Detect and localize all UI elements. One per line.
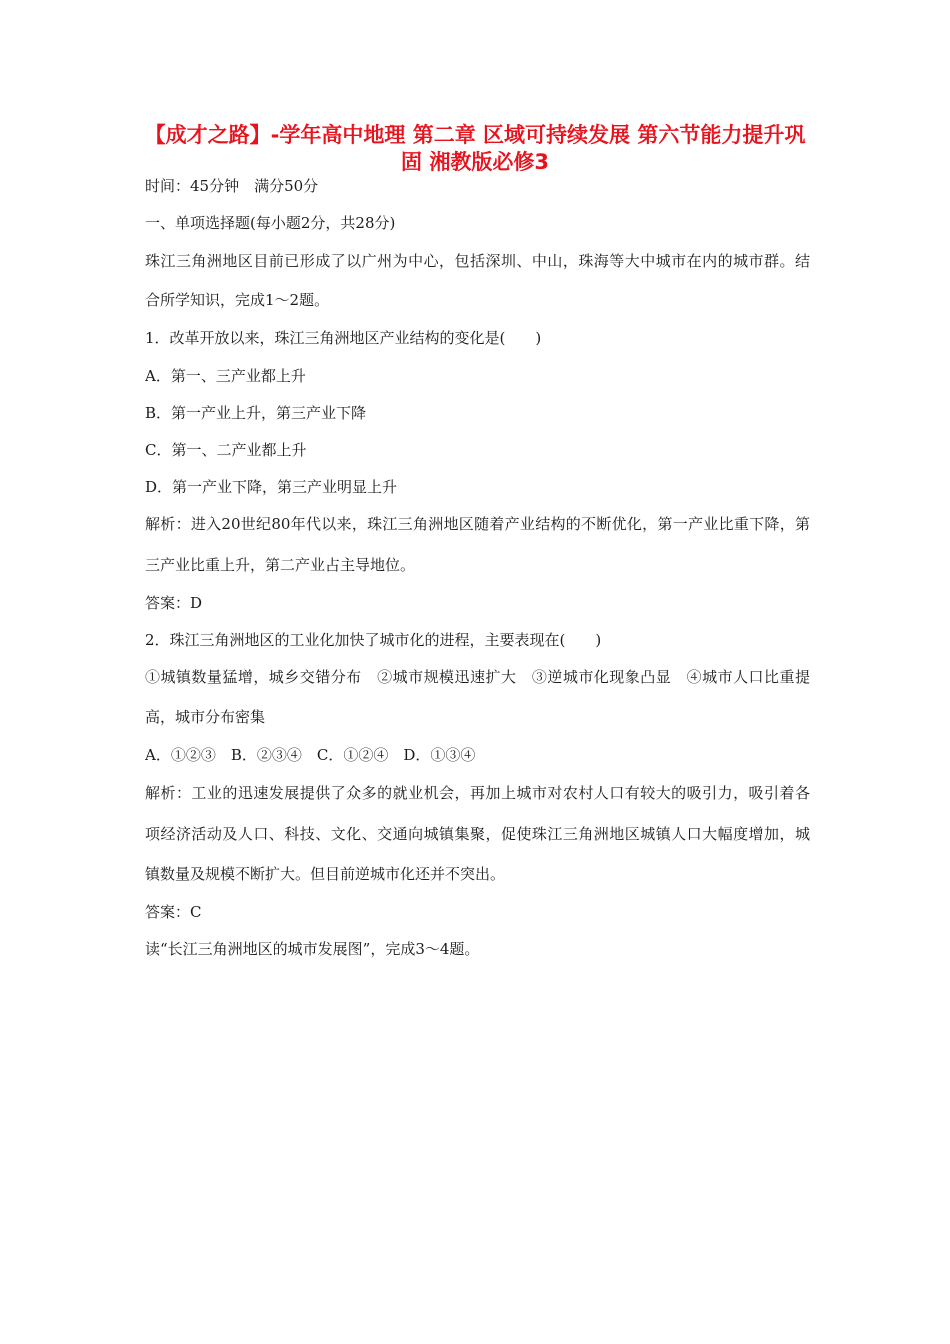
question-1-option-b: B．第一产业上升，第三产业下降 [145,404,367,422]
question-1-option-a: A．第一、三产业都上升 [145,367,306,385]
question-1-answer: 答案：D [145,594,203,612]
title-line-1: 【成才之路】-学年高中地理 第二章 区域可持续发展 第六节能力提升巩 [144,123,806,147]
question-2-options: A．①②③ B．②③④ C．①②④ D．①③④ [145,746,476,764]
document-title [120,122,830,176]
question-2-answer: 答案：C [145,903,202,921]
intro-paragraph-2: 读“长江三角洲地区的城市发展图”，完成3～4题。 [145,940,480,958]
section-heading: 一、单项选择题(每小题2分，共28分) [145,214,396,232]
question-2-stem: 2．珠江三角洲地区的工业化加快了城市化的进程，主要表现在( ) [145,631,602,649]
question-1-option-c: C．第一、二产业都上升 [145,441,307,459]
question-1-analysis-line-2: 三产业比重上升，第二产业占主导地位。 [145,556,416,574]
intro-paragraph-line-2: 合所学知识，完成1～2题。 [145,291,330,309]
question-2-items-line-1: ①城镇数量猛增，城乡交错分布 ②城市规模迅速扩大 ③逆城市化现象凸显 ④城市人口比重提 [145,668,810,686]
intro-paragraph-line-1: 珠江三角洲地区目前已形成了以广州为中心，包括深圳、中山，珠海等大中城市在内的城市群。结 [145,252,810,270]
question-2-analysis-line-1: 解析：工业的迅速发展提供了众多的就业机会，再加上城市对农村人口有较大的吸引力，吸引着各 [145,784,810,802]
question-1-analysis-line-1: 解析：进入20世纪80年代以来，珠江三角洲地区随着产业结构的不断优化，第一产业比重下降，第 [145,515,810,533]
question-1-option-d: D．第一产业下降，第三产业明显上升 [145,478,398,496]
question-2-analysis-line-2: 项经济活动及人口、科技、文化、交通向城镇集聚，促使珠江三角洲地区城镇人口大幅度增加，城 [145,825,810,843]
question-2-analysis-line-3: 镇数量及规模不断扩大。但目前逆城市化还并不突出。 [145,865,506,883]
question-2-items-line-2: 高，城市分布密集 [145,708,266,726]
title-line-2: 固 湘教版必修3 [401,150,549,174]
exam-meta: 时间：45分钟 满分50分 [145,177,319,195]
question-1-stem: 1．改革开放以来，珠江三角洲地区产业结构的变化是( ) [145,329,542,347]
